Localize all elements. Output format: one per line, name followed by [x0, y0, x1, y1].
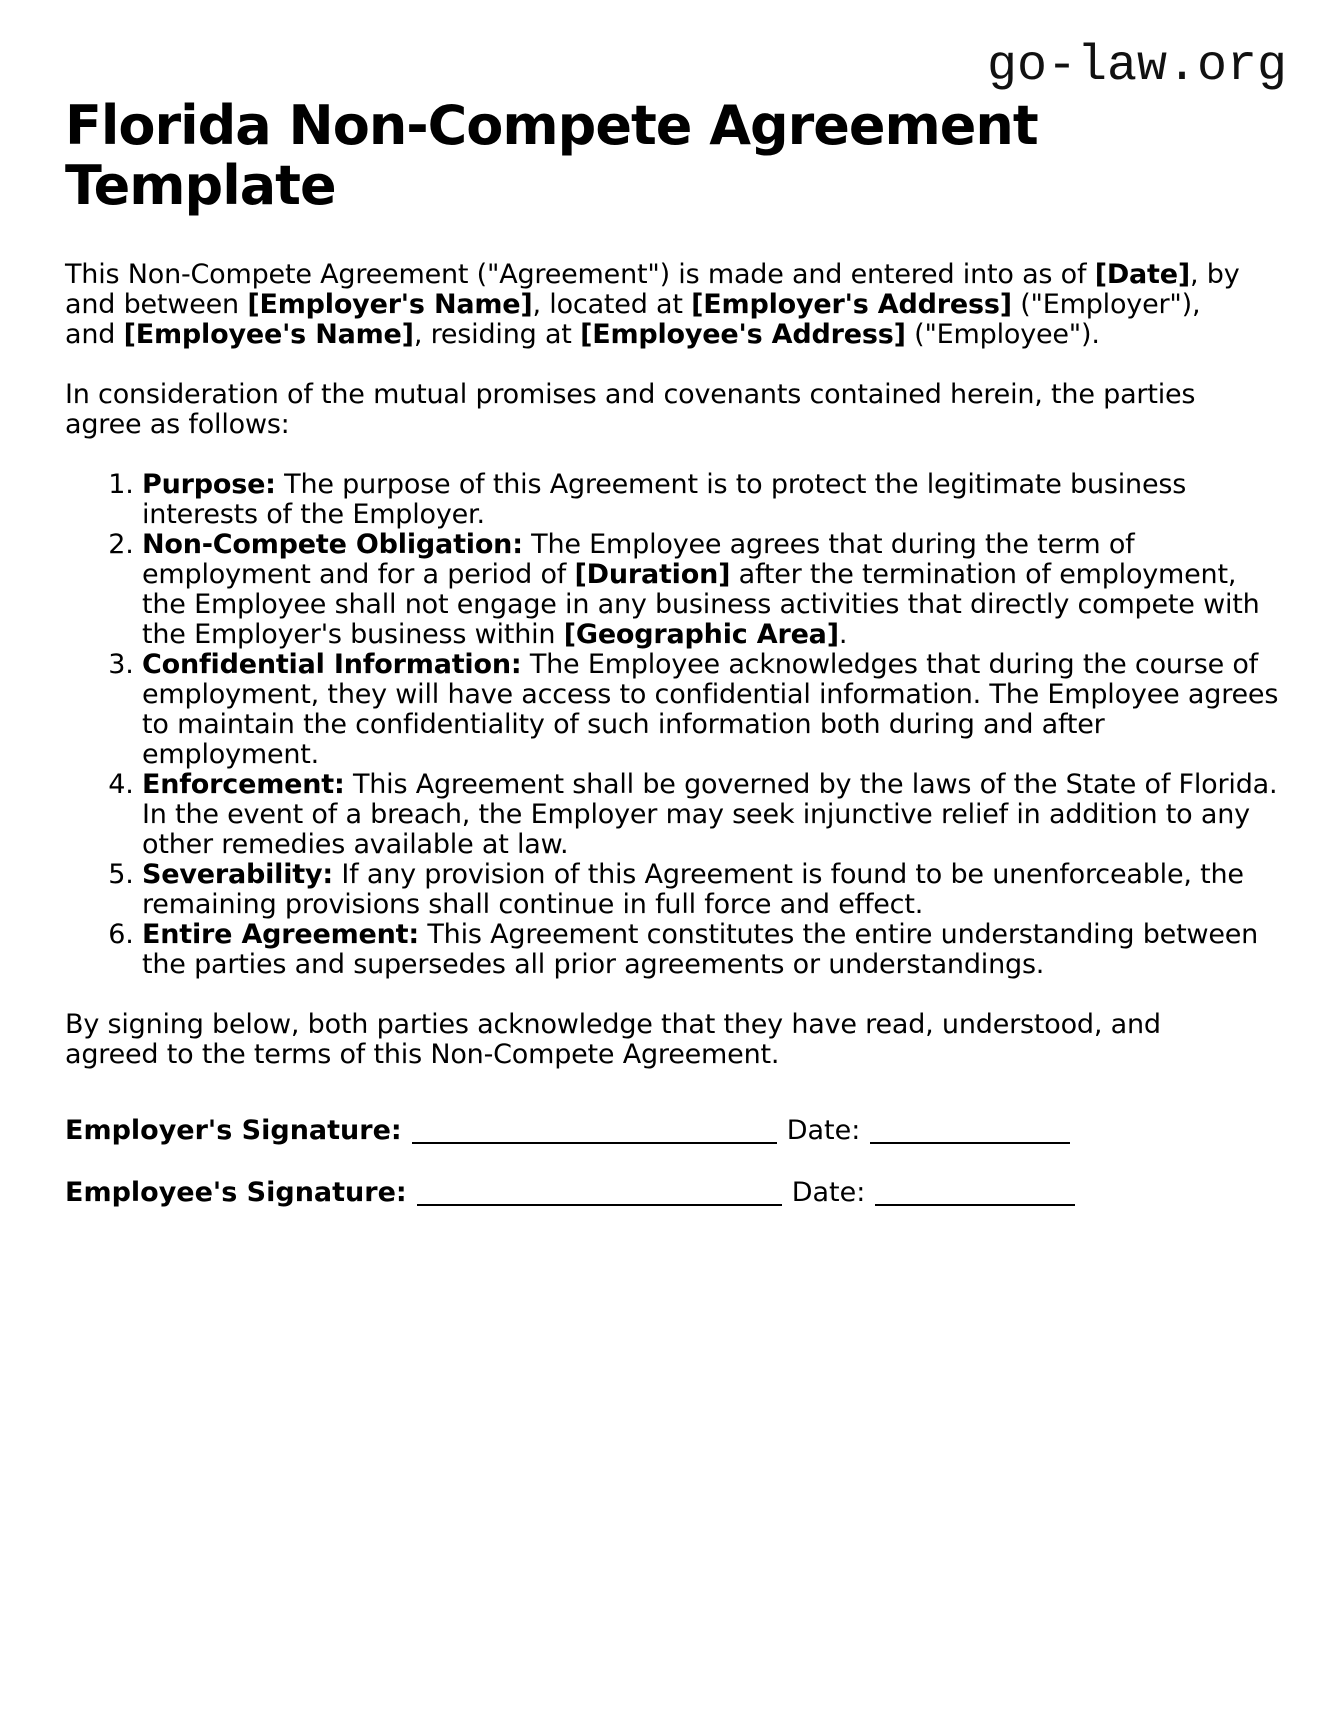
clause-entire-agreement: [142, 920, 1287, 980]
clause-severability: [142, 860, 1287, 920]
intro-text: ("Employee").: [905, 318, 1100, 350]
intro-text: , by and between: [65, 258, 1240, 320]
clause-enforcement: [142, 770, 1287, 860]
placeholder-employee-name: [Employee's Name]: [123, 318, 414, 350]
employer-date-label: Date:: [786, 1114, 861, 1146]
clause-label: Confidential Information:: [142, 648, 522, 680]
employer-signature-line: [412, 1115, 777, 1144]
clause-label: Severability:: [142, 858, 334, 890]
employee-signature-row: [65, 1172, 1287, 1208]
clause-label: Purpose:: [142, 468, 276, 500]
employee-date-label: Date:: [791, 1176, 866, 1208]
clause-text: If any provision of this Agreement is found to be unenforceable, the remaining provisions shall continue in full force and effect.: [142, 858, 1244, 920]
employee-date-line: [875, 1177, 1075, 1206]
placeholder-employer-name: [Employer's Name]: [247, 288, 533, 320]
clause-text: The purpose of this Agreement is to protect the legitimate business interests of the Employer.: [142, 468, 1187, 530]
intro-paragraph: [65, 260, 1255, 350]
employer-signature-label: Employer's Signature:: [65, 1114, 402, 1146]
placeholder-date: [Date]: [1094, 258, 1191, 290]
intro-text: This Non-Compete Agreement ("Agreement") is made and entered into as of: [65, 258, 1095, 290]
clause-purpose: [142, 470, 1287, 530]
placeholder-duration: [Duration]: [574, 558, 731, 590]
clause-text: .: [838, 618, 848, 650]
employee-signature-line: [417, 1177, 782, 1206]
clause-text: This Agreement constitutes the entire understanding between the parties and supersedes all prior agreements or understandings.: [142, 918, 1259, 980]
closing-paragraph: By signing below, both parties acknowledge that they have read, understood, and agreed to the terms of this Non-Compete Agreement.: [65, 1008, 1161, 1070]
employer-signature-row: [65, 1110, 1287, 1146]
clause-list: [65, 470, 1287, 980]
consideration-paragraph: In consideration of the mutual promises and covenants contained herein, the parties agree as follows:: [65, 378, 1196, 440]
clause-text: The Employee agrees that during the term of employment and for a period of: [142, 528, 1135, 590]
placeholder-employee-address: [Employee's Address]: [580, 318, 906, 350]
clause-non-compete-obligation: [142, 530, 1287, 650]
clause-label: Non-Compete Obligation:: [142, 528, 523, 560]
site-watermark: go-law.org: [986, 38, 1287, 95]
clause-label: Entire Agreement:: [142, 918, 419, 950]
intro-text: , located at: [532, 288, 692, 320]
employer-date-line: [870, 1115, 1070, 1144]
clause-text: The Employee acknowledges that during the course of employment, they will have access to confidential information. The Employee agrees to maintain the confidentiality of such information both during and after employment.: [142, 648, 1279, 770]
placeholder-geographic-area: [Geographic Area]: [563, 618, 839, 650]
document-title: Florida Non-Compete Agreement Template: [65, 93, 1038, 217]
placeholder-employer-address: [Employer's Address]: [691, 288, 1012, 320]
clause-confidential-information: [142, 650, 1287, 770]
clause-text: This Agreement shall be governed by the laws of the State of Florida. In the event of a breach, the Employer may seek injunctive relief in addition to any other remedies available at law.: [142, 768, 1278, 860]
clause-text: after the termination of employment, the Employee shall not engage in any business activities that directly compete with the Employer's business within: [142, 558, 1260, 650]
intro-text: , residing at: [413, 318, 581, 350]
intro-text: ("Employer"), and: [65, 288, 1201, 350]
employee-signature-label: Employee's Signature:: [65, 1176, 407, 1208]
clause-label: Enforcement:: [142, 768, 345, 800]
